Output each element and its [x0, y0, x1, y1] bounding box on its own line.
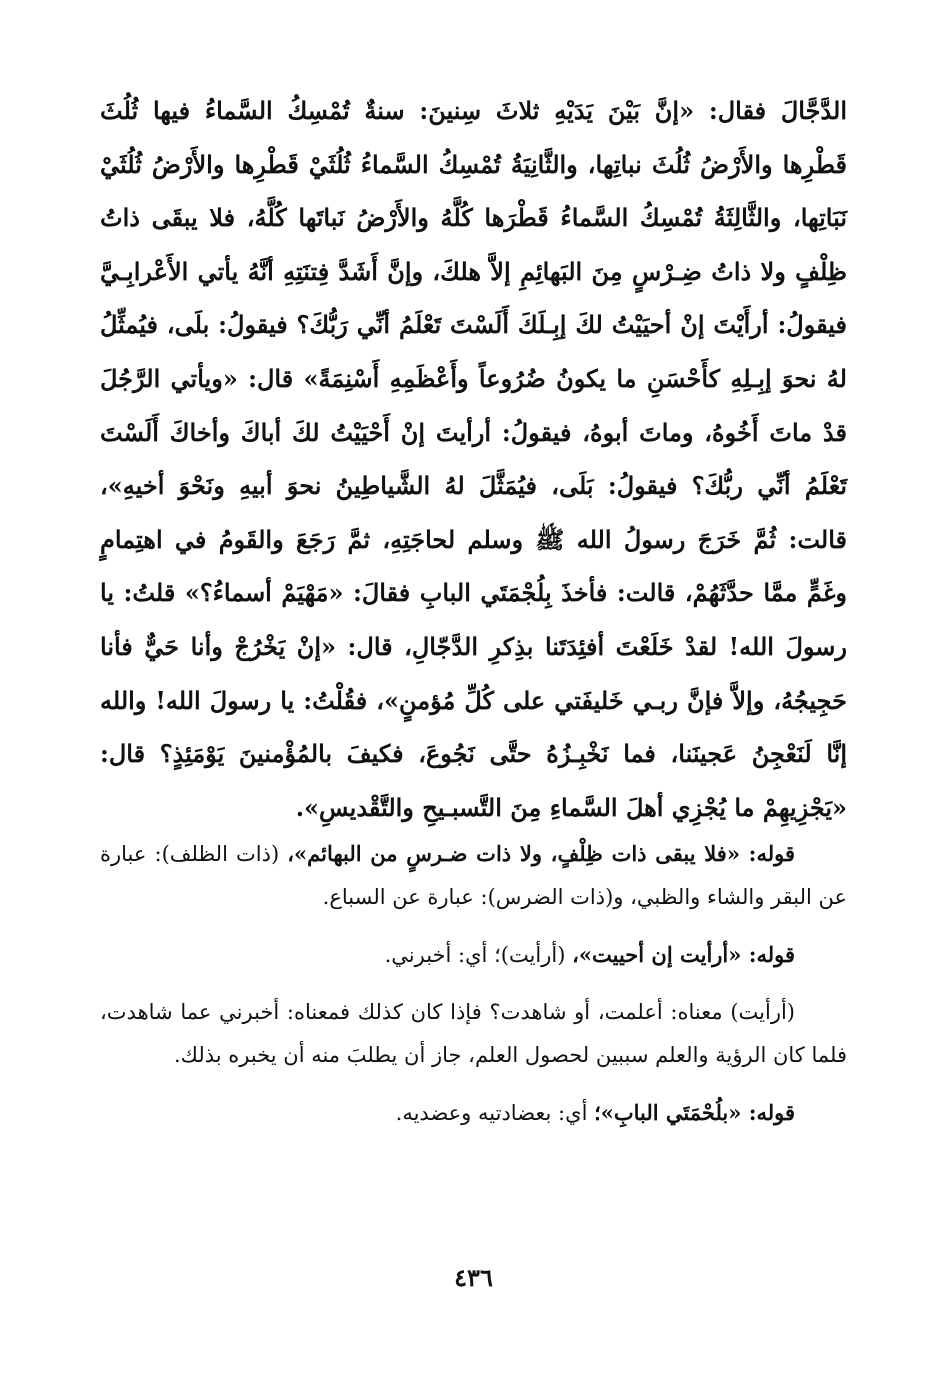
- commentary-paragraph-3: (أرأيت) معناه: أعلمت، أو شاهدت؟ فإذا كان كذلك فمعناه: أخبرني عما شاهدت، فلما كان الرؤية والعلم سببين لحصول العلم، جاز أن يطلبَ منه أن يخبره بذلك.: [100, 1000, 847, 1067]
- commentary-quote: قوله: «فلا يبقى ذات ظِلْفٍ، ولا ذات ضـرسٍ من البهائم»،: [287, 841, 795, 866]
- commentary-explanation: أي: بعضادتيه وعضديه.: [395, 1101, 595, 1125]
- hadith-text-block: [100, 84, 847, 834]
- commentary-explanation: (أرأيت)؛ أي: أخبرني.: [384, 943, 573, 967]
- commentary-paragraph-4: [100, 1091, 847, 1135]
- commentary-paragraph-1: [100, 832, 847, 919]
- hadith-paragraph: الدَّجَّالَ فقال: «إنَّ بَيْنَ يَدَيْهِ ثلاثَ سِنينَ: سنةٌ تُمْسِكُ السَّماءُ فيها ثُلُثَ قَطْرِها والأَرْضُ ثُلُثَ نباتِها، والثَّانِيَةُ تُمْسِكُ السَّماءُ ثُلُثَيْ قَطْرِها والأَرْضُ ثُلُثَيْ نَبَاتِها، والثَّالِثَةُ تُمْسِكُ السَّماءُ قَطْرَها كُلَّهُ والأَرْضُ نَباتَها كُلَّهُ، فلا يبقَى ذاتُ ظِلْفٍ ولا ذاتُ ضِـرْسٍ مِنَ البَهائِمِ إلاَّ هلكَ، وإنَّ أَشَدَّ فِتنَتِهِ أنَّهُ يأتي الأَعْرابِـيَّ فيقولُ: أرأَيْتَ إنْ أحيَيْتُ لكَ إبِـلَكَ أَلَسْتَ تَعْلَمُ أنِّي رَبُّكَ؟ فيقولُ: بلَى، فيُمثِّلُ لهُ نحوَ إبِـلِهِ كأَحْسَنِ ما يكونُ ضُرُوعاً وأَعْظَمِهِ أَسْنِمَةً» قال: «ويأتي الرَّجُلَ قدْ ماتَ أَخُوهُ، وماتَ أبوهُ، فيقولُ: أرأيتَ إنْ أَحْيَيْتُ لكَ أباكَ وأخاكَ أَلَسْتَ تَعْلَمُ أنِّي ربُّكَ؟ فيقولُ: بَلَى، فيُمَثَّلَ لهُ الشَّياطِينُ نحوَ أبيهِ ونَحْوَ أخيهِ»، قالت: ثُمَّ خَرَجَ رسولُ الله ﷺ وسلم لحاجَتِهِ، ثمَّ رَجَعَ والقَومُ في اهتِمامٍ وغَمٍّ ممَّا حدَّثَهُمْ، قالت: فأخذَ بِلُجْمَتَي البابِ فقالَ: «مَهْيَمْ أسماءُ؟» قلتُ: يا رسولَ الله! لقدْ خَلَعْتَ أفئِدَتَنا بذِكرِ الدَّجّالِ، قال: «إنْ يَخْرُجْ وأنا حَيٌّ فأنا حَجِيجُهُ، وإلاَّ فإنَّ ربـي خَليفَتي على كُلِّ مُؤمنٍ»، فقُلْتُ: يا رسولَ الله! والله إنَّا لَنَعْجِنُ عَجينَنا، فما نَخْبِـزُهُ حتَّى نَجُوعَ، فكيفَ بالمُؤْمنينَ يَوْمَئِذٍ؟ قال: «يَجْزِيهِمْ ما يُجْزِي أهلَ السَّماءِ مِنَ التَّسبـيحِ والتَّقْديسِ».: [100, 96, 847, 822]
- commentary-paragraph-2: [100, 933, 847, 977]
- commentary-block: [100, 832, 847, 1149]
- commentary-quote: قوله: «أرأيت إن أحييت»،: [572, 942, 795, 967]
- commentary-explanation: (ذات الظلف): عبارة عن البقر والشاء والظبي، و(ذات الضرس): عبارة عن السباع.: [100, 842, 847, 909]
- page-number: ٤٣٦: [454, 1263, 493, 1292]
- commentary-quote: قوله: «بلُحْمَتَي البابِ»؛: [594, 1100, 795, 1125]
